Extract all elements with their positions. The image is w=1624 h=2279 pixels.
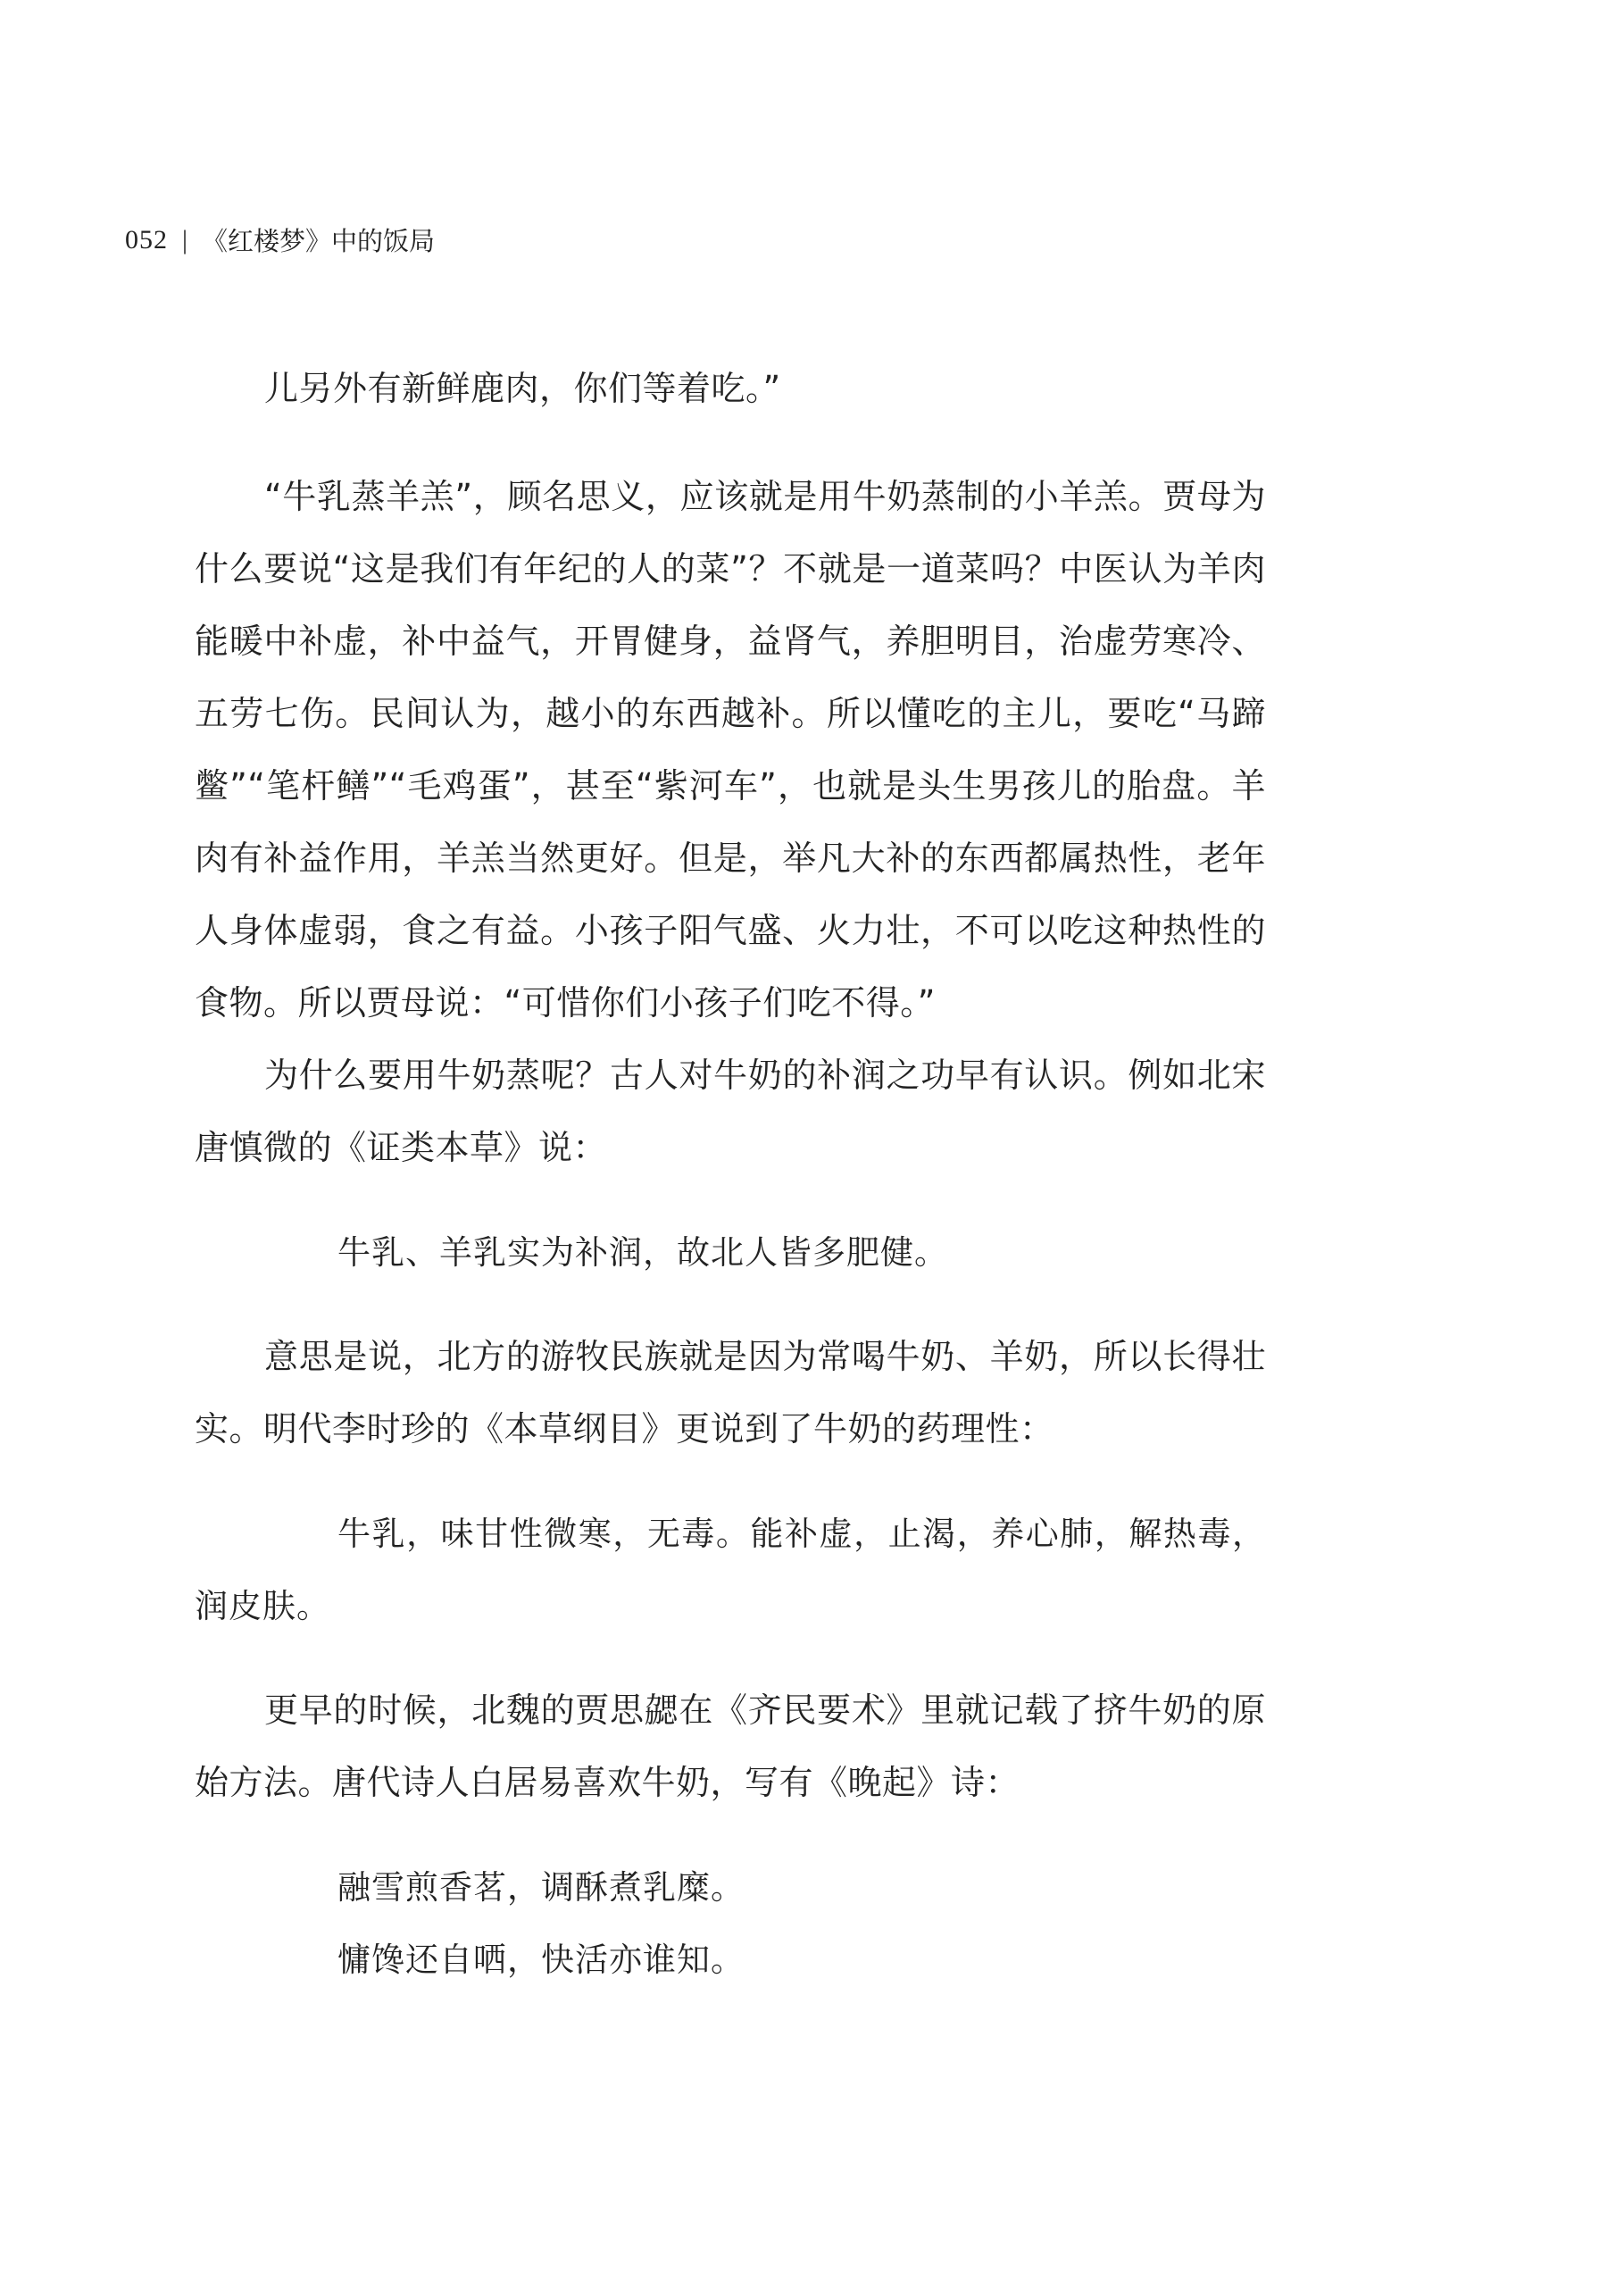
paragraph-3: 为什么要用牛奶蒸呢？古人对牛奶的补润之功早有认识。例如北宋唐慎微的《证类本草》说： [195,1056,1266,1167]
book-title: 《红楼梦》中的饭局 [202,226,436,256]
paragraph-4: 意思是说，北方的游牧民族就是因为常喝牛奶、羊奶，所以长得壮实。明代李时珍的《本草纲目》更说到了牛奶的药理性： [195,1337,1266,1448]
paragraph-5: 更早的时候，北魏的贾思勰在《齐民要术》里就记载了挤牛奶的原始方法。唐代诗人白居易喜欢牛奶，写有《晚起》诗： [195,1690,1266,1802]
spacer [195,425,1266,461]
page-body [195,353,1266,1996]
paragraph-1: 儿另外有新鲜鹿肉，你们等着吃。” [264,369,781,408]
spacer [195,1465,1266,1498]
spacer [195,1184,1266,1216]
poem-line-2: 慵馋还自哂，快活亦谁知。 [337,1941,745,1979]
spacer [195,1289,1266,1321]
running-header [125,221,435,258]
paragraph-2: “牛乳蒸羊羔”，顾名思义，应该就是用牛奶蒸制的小羊羔。贾母为什么要说“这是我们有年纪的人的菜”？不就是一道菜吗？中医认为羊肉能暖中补虚，补中益气，开胃健身，益肾气，养胆明目，治虚劳寒冷、五劳七伤。民间认为，越小的东西越补。所以懂吃的主儿，要吃“马蹄鳖”“笔杆鳝”“毛鸡蛋”，甚至“紫河车”，也就是头生男孩儿的胎盘。羊肉有补益作用，羊羔当然更好。但是，举凡大补的东西都属热性，老年人身体虚弱，食之有益。小孩子阳气盛、火力壮，不可以吃这种热性的食物。所以贾母说：“可惜你们小孩子们吃不得。” [195,477,1266,1023]
spacer [195,1819,1266,1851]
header-separator: | [182,224,188,255]
block-quote-2: 牛乳，味甘性微寒，无毒。能补虚，止渴，养心肺，解热毒，润皮肤。 [195,1515,1266,1625]
spacer [195,1642,1266,1674]
block-quote-1: 牛乳、羊乳实为补润，故北人皆多肥健。 [337,1233,948,1272]
page-number: 052 [125,224,168,255]
poem-line-1: 融雪煎香茗，调酥煮乳糜。 [337,1868,745,1907]
